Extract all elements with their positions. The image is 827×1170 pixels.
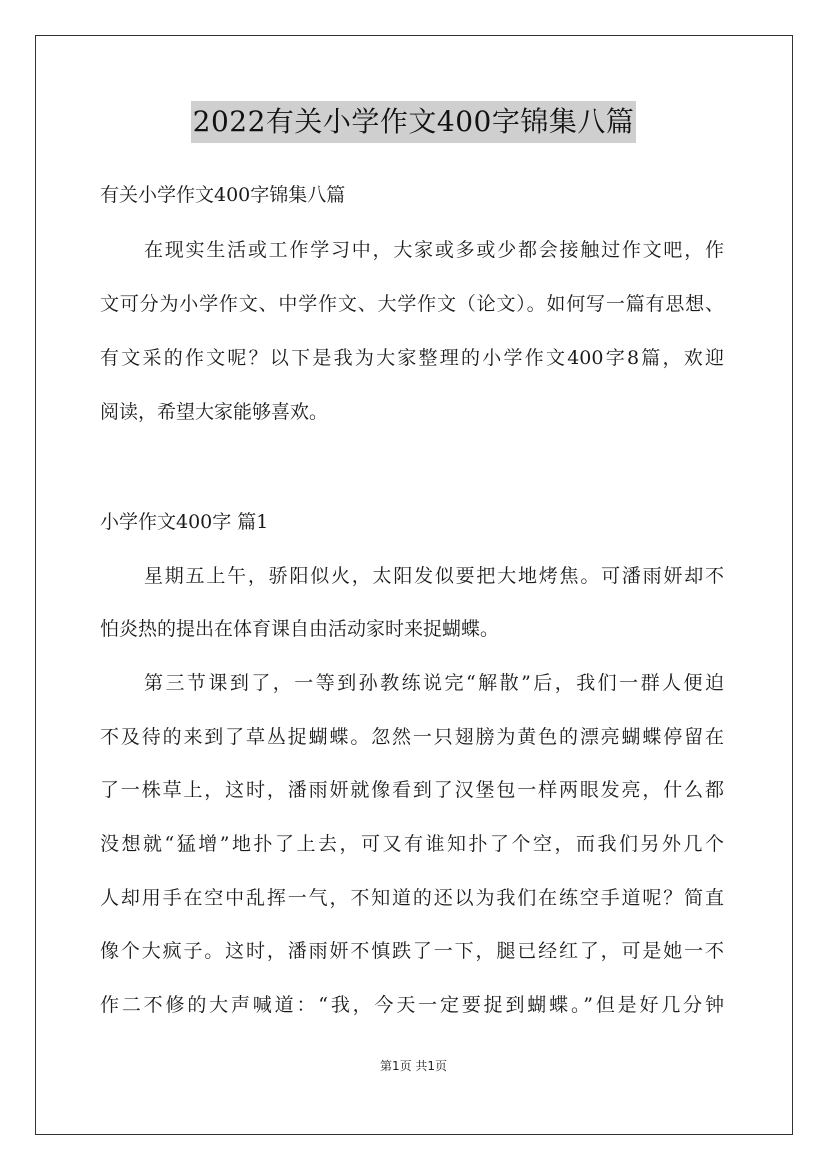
- paragraph-line: 人却用手在空中乱挥一气，不知道的还以为我们在练空手道呢？简直: [100, 887, 724, 909]
- document-title: 2022有关小学作文400字锦集八篇: [191, 101, 637, 143]
- document-title-wrap: [0, 101, 827, 143]
- paragraph-line: 怕炎热的提出在体育课自由活动家时来捉蝴蝶。: [100, 618, 500, 640]
- paragraph-line: 像个大疯子。这时，潘雨妍不慎跌了一下，腿已经红了，可是她一不: [100, 940, 724, 962]
- paragraph-line: 星期五上午，骄阳似火，太阳发似要把大地烤焦。可潘雨妍却不: [144, 565, 724, 587]
- paragraph-line: 作二不修的大声喊道：“我，今天一定要捉到蝴蝶。”但是好几分钟: [100, 994, 724, 1016]
- paragraph-line: 了一株草上，这时，潘雨妍就像看到了汉堡包一样两眼发亮，什么都: [100, 779, 724, 801]
- intro-line: 阅读，希望大家能够喜欢。: [100, 401, 329, 423]
- section-heading: 小学作文400字 篇1: [100, 511, 269, 533]
- intro-line: 在现实生活或工作学习中，大家或多或少都会接触过作文吧，作: [144, 239, 724, 261]
- page-footer: 第1页 共1页: [379, 1059, 448, 1073]
- paragraph-line: 没想就“猛增”地扑了上去，可又有谁知扑了个空，而我们另外几个: [100, 833, 724, 855]
- intro-line: 文可分为小学作文、中学作文、大学作文（论文）。如何写一篇有思想、: [100, 293, 724, 315]
- subtitle: 有关小学作文400字锦集八篇: [100, 184, 346, 206]
- intro-line: 有文采的作文呢？以下是我为大家整理的小学作文400字8篇，欢迎: [100, 347, 724, 369]
- paragraph-line: 不及待的来到了草丛捉蝴蝶。忽然一只翅膀为黄色的漂亮蝴蝶停留在: [100, 726, 724, 748]
- paragraph-line: 第三节课到了，一等到孙教练说完“解散”后，我们一群人便迫: [144, 672, 724, 694]
